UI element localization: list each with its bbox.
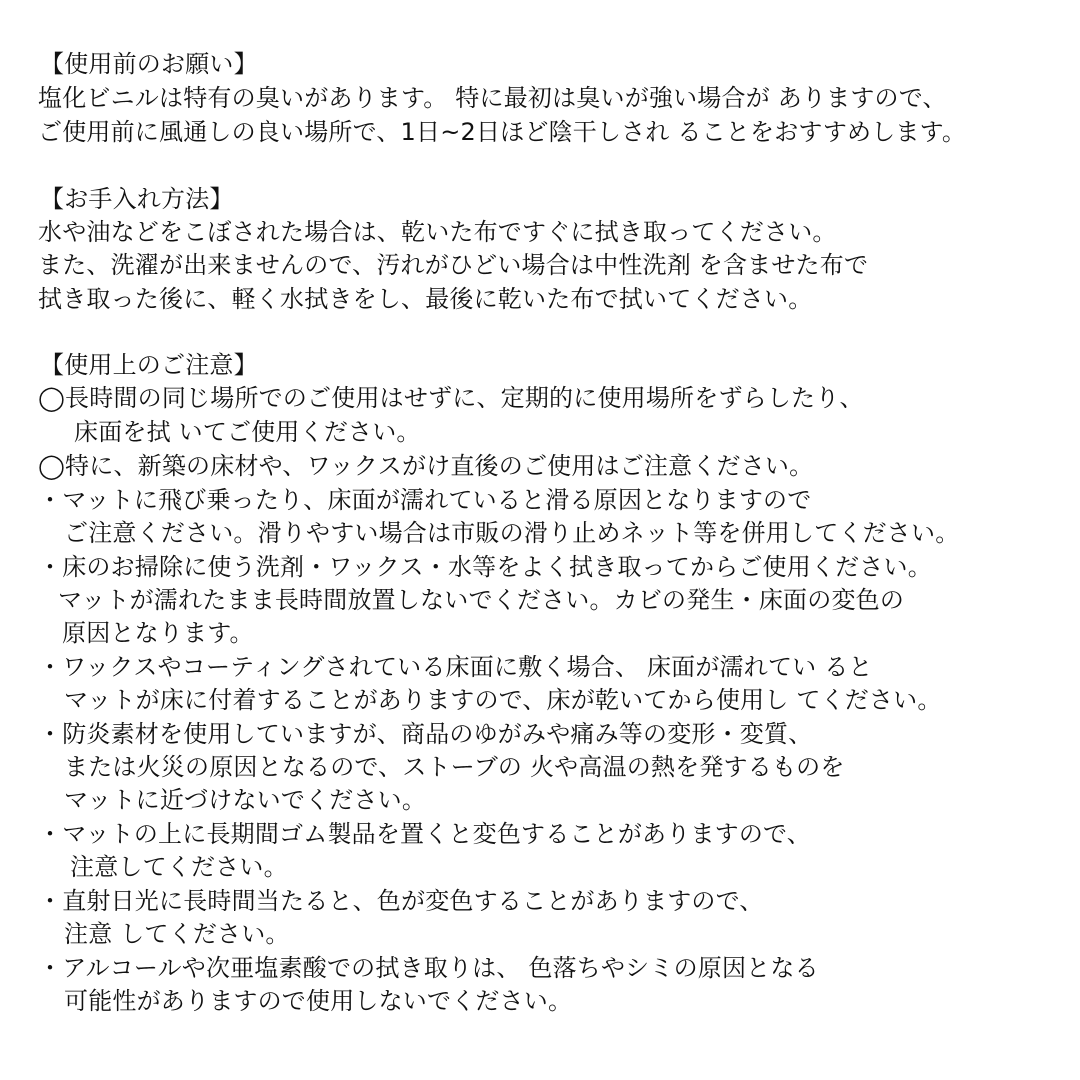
section-heading-care: 【お手入れ方法】 — [40, 185, 234, 213]
list-item: ・マットの上に長期間ゴム製品を置くと変色することがありますので、 — [38, 820, 811, 848]
list-item: ・マットに飛び乗ったり、床面が濡れていると滑る原因となりますので — [38, 486, 812, 514]
list-item-continuation: マットが床に付着することがありますので、床が乾いてから使用し てください。 — [64, 686, 942, 714]
list-item: ◯長時間の同じ場所でのご使用はせずに、定期的に使用場所をずらしたり、 — [38, 384, 864, 412]
list-item-continuation: 原因となります。 — [62, 619, 254, 647]
body-line: また、洗濯が出来ませんので、汚れがひどい場合は中性洗剤 を含ませた布で — [38, 251, 869, 279]
section-heading-before-use: 【使用前のお願い】 — [40, 50, 258, 78]
list-item: ・床のお掃除に使う洗剤・ワックス・水等をよく拭き取ってからご使用ください。 — [38, 553, 932, 581]
body-line: 塩化ビニルは特有の臭いがあります。 特に最初は臭いが強い場合が ありますので、 — [38, 84, 947, 112]
body-line: 拭き取った後に、軽く水拭きをし、最後に乾いた布で拭いてください。 — [38, 285, 813, 313]
list-item-continuation: 可能性がありますので使用しないでください。 — [64, 987, 573, 1015]
list-item-continuation: ご注意ください。滑りやすい場合は市販の滑り止めネット等を併用してください。 — [64, 519, 960, 547]
list-item-continuation: 床面を拭 いてご使用ください。 — [74, 418, 421, 446]
list-item-continuation: 注意 してください。 — [64, 920, 290, 948]
list-item: ・ワックスやコーティングされている床面に敷く場合、 床面が濡れてい ると — [38, 653, 873, 681]
body-line: ご使用前に風通しの良い場所で、1日~2日ほど陰干しされ ることをおすすめします。 — [38, 118, 967, 146]
list-item-continuation: マットが濡れたまま長時間放置しないでください。カビの発生・床面の変色の — [58, 586, 905, 614]
list-item: ・アルコールや次亜塩素酸での拭き取りは、 色落ちやシミの原因となる — [38, 954, 819, 982]
list-item: ・直射日光に長時間当たると、色が変色することがありますので、 — [38, 887, 764, 915]
list-item: ・防炎素材を使用していますが、商品のゆがみや痛み等の変形・変質、 — [38, 720, 813, 748]
list-item-continuation: または火災の原因となるので、ストーブの 火や高温の熱を発するものを — [64, 753, 845, 781]
section-heading-precautions: 【使用上のご注意】 — [40, 351, 258, 379]
list-item: ◯特に、新築の床材や、ワックスがけ直後のご使用はご注意ください。 — [38, 452, 814, 480]
list-item-continuation: マットに近づけないでください。 — [64, 786, 427, 814]
list-item-continuation: 注意してください。 — [70, 853, 288, 881]
body-line: 水や油などをこぼされた場合は、乾いた布ですぐに拭き取ってください。 — [38, 218, 837, 246]
